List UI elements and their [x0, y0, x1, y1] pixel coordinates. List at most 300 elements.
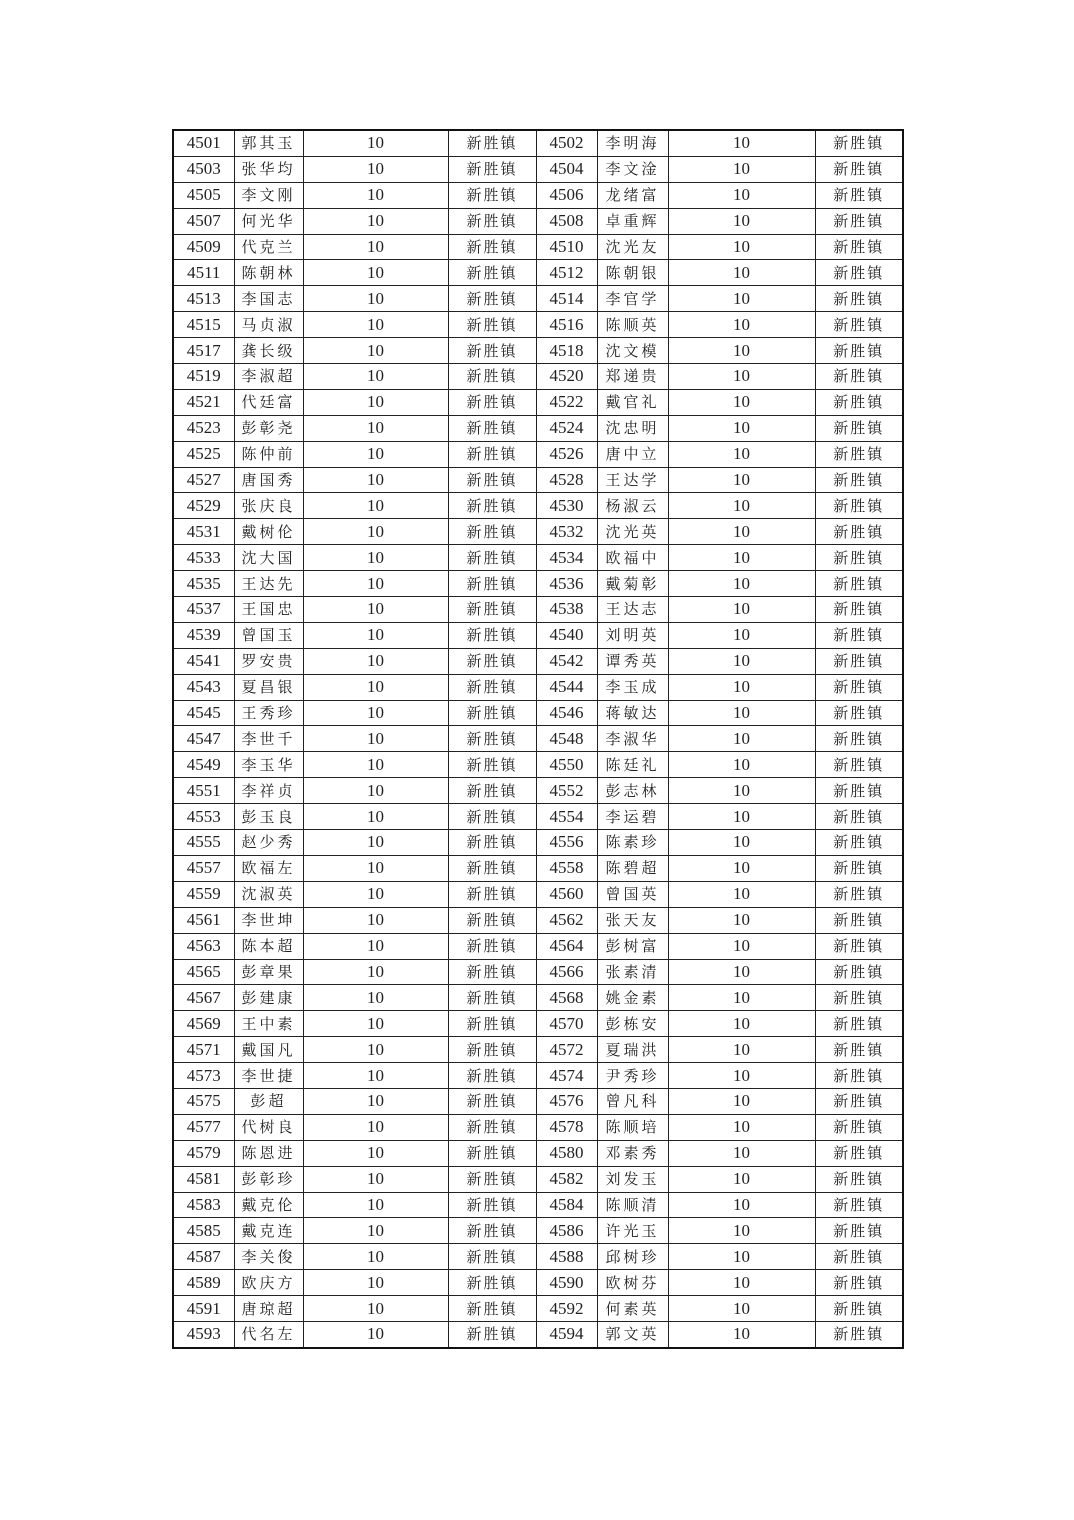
town-name-cell: 新胜镇 — [448, 1244, 536, 1270]
row-number-cell: 4535 — [173, 571, 234, 597]
amount-cell: 10 — [668, 1063, 815, 1089]
amount-cell: 10 — [303, 312, 448, 338]
town-name-cell: 新胜镇 — [448, 1270, 536, 1296]
amount-cell: 10 — [668, 1166, 815, 1192]
person-name-cell: 欧树芬 — [597, 1270, 668, 1296]
person-name-cell: 戴国凡 — [234, 1037, 303, 1063]
row-number-cell: 4510 — [536, 234, 597, 260]
town-name-cell: 新胜镇 — [815, 312, 903, 338]
person-name-cell: 李世坤 — [234, 907, 303, 933]
town-name-cell: 新胜镇 — [448, 985, 536, 1011]
town-name-cell: 新胜镇 — [815, 467, 903, 493]
person-name-cell: 代名左 — [234, 1321, 303, 1347]
row-number-cell: 4552 — [536, 778, 597, 804]
town-name-cell: 新胜镇 — [448, 804, 536, 830]
table-row — [173, 286, 903, 312]
town-name-cell: 新胜镇 — [448, 389, 536, 415]
town-name-cell: 新胜镇 — [815, 130, 903, 156]
row-number-cell: 4519 — [173, 364, 234, 390]
row-number-cell: 4532 — [536, 519, 597, 545]
table-row — [173, 1296, 903, 1322]
town-name-cell: 新胜镇 — [448, 467, 536, 493]
table-row — [173, 726, 903, 752]
town-name-cell: 新胜镇 — [448, 441, 536, 467]
row-number-cell: 4543 — [173, 674, 234, 700]
town-name-cell: 新胜镇 — [815, 959, 903, 985]
amount-cell: 10 — [668, 415, 815, 441]
row-number-cell: 4556 — [536, 830, 597, 856]
town-name-cell: 新胜镇 — [448, 855, 536, 881]
table-row — [173, 1037, 903, 1063]
person-name-cell: 夏瑞洪 — [597, 1037, 668, 1063]
amount-cell: 10 — [668, 364, 815, 390]
amount-cell: 10 — [668, 389, 815, 415]
table-row — [173, 260, 903, 286]
row-number-cell: 4591 — [173, 1296, 234, 1322]
amount-cell: 10 — [303, 364, 448, 390]
town-name-cell: 新胜镇 — [448, 1037, 536, 1063]
amount-cell: 10 — [303, 855, 448, 881]
town-name-cell: 新胜镇 — [448, 778, 536, 804]
row-number-cell: 4545 — [173, 700, 234, 726]
town-name-cell: 新胜镇 — [448, 597, 536, 623]
amount-cell: 10 — [668, 1218, 815, 1244]
amount-cell: 10 — [303, 778, 448, 804]
amount-cell: 10 — [303, 1140, 448, 1166]
amount-cell: 10 — [668, 519, 815, 545]
amount-cell: 10 — [668, 933, 815, 959]
amount-cell: 10 — [303, 519, 448, 545]
amount-cell: 10 — [303, 597, 448, 623]
town-name-cell: 新胜镇 — [815, 1218, 903, 1244]
amount-cell: 10 — [668, 1296, 815, 1322]
row-number-cell: 4550 — [536, 752, 597, 778]
town-name-cell: 新胜镇 — [815, 545, 903, 571]
person-name-cell: 彭超 — [234, 1088, 303, 1114]
table-row — [173, 1166, 903, 1192]
row-number-cell: 4538 — [536, 597, 597, 623]
amount-cell: 10 — [668, 907, 815, 933]
row-number-cell: 4522 — [536, 389, 597, 415]
town-name-cell: 新胜镇 — [448, 830, 536, 856]
row-number-cell: 4576 — [536, 1088, 597, 1114]
table-row — [173, 752, 903, 778]
person-name-cell: 张天友 — [597, 907, 668, 933]
town-name-cell: 新胜镇 — [815, 234, 903, 260]
amount-cell: 10 — [303, 881, 448, 907]
amount-cell: 10 — [303, 1037, 448, 1063]
amount-cell: 10 — [303, 441, 448, 467]
town-name-cell: 新胜镇 — [815, 156, 903, 182]
table-row — [173, 571, 903, 597]
recipient-table — [172, 129, 904, 1349]
person-name-cell: 何素英 — [597, 1296, 668, 1322]
row-number-cell: 4593 — [173, 1321, 234, 1347]
person-name-cell: 彭玉良 — [234, 804, 303, 830]
person-name-cell: 曾国玉 — [234, 622, 303, 648]
town-name-cell: 新胜镇 — [448, 1192, 536, 1218]
person-name-cell: 邓素秀 — [597, 1140, 668, 1166]
town-name-cell: 新胜镇 — [815, 804, 903, 830]
person-name-cell: 刘发玉 — [597, 1166, 668, 1192]
amount-cell: 10 — [668, 1270, 815, 1296]
town-name-cell: 新胜镇 — [815, 493, 903, 519]
amount-cell: 10 — [668, 571, 815, 597]
row-number-cell: 4502 — [536, 130, 597, 156]
town-name-cell: 新胜镇 — [448, 286, 536, 312]
row-number-cell: 4592 — [536, 1296, 597, 1322]
row-number-cell: 4503 — [173, 156, 234, 182]
row-number-cell: 4584 — [536, 1192, 597, 1218]
row-number-cell: 4558 — [536, 855, 597, 881]
table-row — [173, 493, 903, 519]
town-name-cell: 新胜镇 — [448, 156, 536, 182]
person-name-cell: 李世千 — [234, 726, 303, 752]
row-number-cell: 4518 — [536, 338, 597, 364]
person-name-cell: 李玉华 — [234, 752, 303, 778]
row-number-cell: 4547 — [173, 726, 234, 752]
row-number-cell: 4525 — [173, 441, 234, 467]
town-name-cell: 新胜镇 — [448, 208, 536, 234]
town-name-cell: 新胜镇 — [815, 1270, 903, 1296]
row-number-cell: 4571 — [173, 1037, 234, 1063]
row-number-cell: 4528 — [536, 467, 597, 493]
row-number-cell: 4589 — [173, 1270, 234, 1296]
row-number-cell: 4506 — [536, 182, 597, 208]
row-number-cell: 4520 — [536, 364, 597, 390]
town-name-cell: 新胜镇 — [448, 907, 536, 933]
amount-cell: 10 — [303, 1166, 448, 1192]
person-name-cell: 李运碧 — [597, 804, 668, 830]
town-name-cell: 新胜镇 — [815, 519, 903, 545]
amount-cell: 10 — [303, 933, 448, 959]
town-name-cell: 新胜镇 — [448, 1063, 536, 1089]
row-number-cell: 4588 — [536, 1244, 597, 1270]
table-row — [173, 441, 903, 467]
town-name-cell: 新胜镇 — [815, 985, 903, 1011]
amount-cell: 10 — [303, 286, 448, 312]
table-row — [173, 545, 903, 571]
person-name-cell: 姚金素 — [597, 985, 668, 1011]
town-name-cell: 新胜镇 — [448, 1166, 536, 1192]
person-name-cell: 王达先 — [234, 571, 303, 597]
row-number-cell: 4577 — [173, 1114, 234, 1140]
row-number-cell: 4554 — [536, 804, 597, 830]
row-number-cell: 4563 — [173, 933, 234, 959]
amount-cell: 10 — [303, 1218, 448, 1244]
table-row — [173, 1244, 903, 1270]
row-number-cell: 4527 — [173, 467, 234, 493]
person-name-cell: 彭彰尧 — [234, 415, 303, 441]
person-name-cell: 刘明英 — [597, 622, 668, 648]
table-row — [173, 130, 903, 156]
row-number-cell: 4585 — [173, 1218, 234, 1244]
table-row — [173, 182, 903, 208]
town-name-cell: 新胜镇 — [448, 622, 536, 648]
person-name-cell: 谭秀英 — [597, 648, 668, 674]
person-name-cell: 彭树富 — [597, 933, 668, 959]
row-number-cell: 4539 — [173, 622, 234, 648]
row-number-cell: 4517 — [173, 338, 234, 364]
row-number-cell: 4587 — [173, 1244, 234, 1270]
row-number-cell: 4572 — [536, 1037, 597, 1063]
town-name-cell: 新胜镇 — [815, 648, 903, 674]
town-name-cell: 新胜镇 — [448, 1321, 536, 1347]
town-name-cell: 新胜镇 — [815, 389, 903, 415]
person-name-cell: 李玉成 — [597, 674, 668, 700]
table-row — [173, 156, 903, 182]
person-name-cell: 王国忠 — [234, 597, 303, 623]
amount-cell: 10 — [668, 130, 815, 156]
person-name-cell: 郭其玉 — [234, 130, 303, 156]
row-number-cell: 4516 — [536, 312, 597, 338]
table-row — [173, 338, 903, 364]
town-name-cell: 新胜镇 — [448, 364, 536, 390]
amount-cell: 10 — [303, 156, 448, 182]
table-row — [173, 597, 903, 623]
row-number-cell: 4537 — [173, 597, 234, 623]
town-name-cell: 新胜镇 — [815, 855, 903, 881]
town-name-cell: 新胜镇 — [815, 1321, 903, 1347]
amount-cell: 10 — [668, 1037, 815, 1063]
table-row — [173, 1114, 903, 1140]
town-name-cell: 新胜镇 — [448, 881, 536, 907]
amount-cell: 10 — [668, 208, 815, 234]
town-name-cell: 新胜镇 — [448, 700, 536, 726]
amount-cell: 10 — [303, 1270, 448, 1296]
row-number-cell: 4580 — [536, 1140, 597, 1166]
row-number-cell: 4533 — [173, 545, 234, 571]
town-name-cell: 新胜镇 — [815, 1037, 903, 1063]
amount-cell: 10 — [668, 467, 815, 493]
amount-cell: 10 — [303, 130, 448, 156]
town-name-cell: 新胜镇 — [815, 597, 903, 623]
row-number-cell: 4581 — [173, 1166, 234, 1192]
person-name-cell: 曾国英 — [597, 881, 668, 907]
row-number-cell: 4526 — [536, 441, 597, 467]
person-name-cell: 郭文英 — [597, 1321, 668, 1347]
town-name-cell: 新胜镇 — [448, 130, 536, 156]
person-name-cell: 李淑超 — [234, 364, 303, 390]
row-number-cell: 4513 — [173, 286, 234, 312]
table-row — [173, 1270, 903, 1296]
table-row — [173, 1011, 903, 1037]
row-number-cell: 4521 — [173, 389, 234, 415]
person-name-cell: 戴官礼 — [597, 389, 668, 415]
town-name-cell: 新胜镇 — [815, 1140, 903, 1166]
town-name-cell: 新胜镇 — [815, 1192, 903, 1218]
town-name-cell: 新胜镇 — [448, 1114, 536, 1140]
person-name-cell: 代克兰 — [234, 234, 303, 260]
person-name-cell: 陈朝林 — [234, 260, 303, 286]
person-name-cell: 戴树伦 — [234, 519, 303, 545]
row-number-cell: 4570 — [536, 1011, 597, 1037]
amount-cell: 10 — [668, 778, 815, 804]
amount-cell: 10 — [303, 1114, 448, 1140]
row-number-cell: 4579 — [173, 1140, 234, 1166]
amount-cell: 10 — [668, 830, 815, 856]
row-number-cell: 4530 — [536, 493, 597, 519]
amount-cell: 10 — [668, 1088, 815, 1114]
row-number-cell: 4514 — [536, 286, 597, 312]
row-number-cell: 4546 — [536, 700, 597, 726]
person-name-cell: 陈本超 — [234, 933, 303, 959]
amount-cell: 10 — [303, 726, 448, 752]
town-name-cell: 新胜镇 — [815, 1063, 903, 1089]
amount-cell: 10 — [303, 804, 448, 830]
town-name-cell: 新胜镇 — [448, 519, 536, 545]
town-name-cell: 新胜镇 — [448, 1011, 536, 1037]
amount-cell: 10 — [303, 1244, 448, 1270]
town-name-cell: 新胜镇 — [448, 674, 536, 700]
row-number-cell: 4559 — [173, 881, 234, 907]
person-name-cell: 彭彰珍 — [234, 1166, 303, 1192]
row-number-cell: 4534 — [536, 545, 597, 571]
person-name-cell: 李淑华 — [597, 726, 668, 752]
town-name-cell: 新胜镇 — [815, 778, 903, 804]
amount-cell: 10 — [668, 493, 815, 519]
person-name-cell: 陈顺英 — [597, 312, 668, 338]
amount-cell: 10 — [303, 959, 448, 985]
table-row — [173, 959, 903, 985]
row-number-cell: 4575 — [173, 1088, 234, 1114]
amount-cell: 10 — [668, 804, 815, 830]
person-name-cell: 郑递贵 — [597, 364, 668, 390]
table-row — [173, 933, 903, 959]
person-name-cell: 李官学 — [597, 286, 668, 312]
person-name-cell: 李关俊 — [234, 1244, 303, 1270]
row-number-cell: 4586 — [536, 1218, 597, 1244]
table-row — [173, 1321, 903, 1347]
amount-cell: 10 — [303, 1296, 448, 1322]
person-name-cell: 李文刚 — [234, 182, 303, 208]
amount-cell: 10 — [668, 700, 815, 726]
town-name-cell: 新胜镇 — [815, 208, 903, 234]
town-name-cell: 新胜镇 — [448, 1140, 536, 1166]
person-name-cell: 欧庆方 — [234, 1270, 303, 1296]
row-number-cell: 4507 — [173, 208, 234, 234]
town-name-cell: 新胜镇 — [448, 571, 536, 597]
town-name-cell: 新胜镇 — [448, 338, 536, 364]
person-name-cell: 李世捷 — [234, 1063, 303, 1089]
amount-cell: 10 — [303, 208, 448, 234]
person-name-cell: 彭章果 — [234, 959, 303, 985]
row-number-cell: 4505 — [173, 182, 234, 208]
row-number-cell: 4566 — [536, 959, 597, 985]
person-name-cell: 王达志 — [597, 597, 668, 623]
town-name-cell: 新胜镇 — [448, 415, 536, 441]
row-number-cell: 4553 — [173, 804, 234, 830]
person-name-cell: 戴克连 — [234, 1218, 303, 1244]
town-name-cell: 新胜镇 — [448, 959, 536, 985]
row-number-cell: 4509 — [173, 234, 234, 260]
table-body — [173, 130, 903, 1348]
town-name-cell: 新胜镇 — [815, 364, 903, 390]
amount-cell: 10 — [668, 597, 815, 623]
amount-cell: 10 — [668, 855, 815, 881]
amount-cell: 10 — [303, 674, 448, 700]
person-name-cell: 龙绪富 — [597, 182, 668, 208]
row-number-cell: 4548 — [536, 726, 597, 752]
row-number-cell: 4583 — [173, 1192, 234, 1218]
table-row — [173, 467, 903, 493]
town-name-cell: 新胜镇 — [815, 752, 903, 778]
person-name-cell: 陈顺清 — [597, 1192, 668, 1218]
row-number-cell: 4590 — [536, 1270, 597, 1296]
person-name-cell: 戴菊彰 — [597, 571, 668, 597]
person-name-cell: 沈大国 — [234, 545, 303, 571]
amount-cell: 10 — [668, 674, 815, 700]
amount-cell: 10 — [668, 726, 815, 752]
person-name-cell: 曾凡科 — [597, 1088, 668, 1114]
row-number-cell: 4504 — [536, 156, 597, 182]
table-row — [173, 389, 903, 415]
person-name-cell: 何光华 — [234, 208, 303, 234]
amount-cell: 10 — [303, 182, 448, 208]
town-name-cell: 新胜镇 — [815, 1296, 903, 1322]
row-number-cell: 4511 — [173, 260, 234, 286]
table-row — [173, 1218, 903, 1244]
person-name-cell: 彭栋安 — [597, 1011, 668, 1037]
town-name-cell: 新胜镇 — [448, 545, 536, 571]
person-name-cell: 欧福中 — [597, 545, 668, 571]
table-row — [173, 804, 903, 830]
person-name-cell: 沈文模 — [597, 338, 668, 364]
person-name-cell: 代廷富 — [234, 389, 303, 415]
person-name-cell: 戴克伦 — [234, 1192, 303, 1218]
person-name-cell: 卓重辉 — [597, 208, 668, 234]
person-name-cell: 彭建康 — [234, 985, 303, 1011]
row-number-cell: 4549 — [173, 752, 234, 778]
person-name-cell: 沈光友 — [597, 234, 668, 260]
table-row — [173, 519, 903, 545]
town-name-cell: 新胜镇 — [815, 907, 903, 933]
person-name-cell: 陈素珍 — [597, 830, 668, 856]
town-name-cell: 新胜镇 — [448, 1296, 536, 1322]
person-name-cell: 王达学 — [597, 467, 668, 493]
row-number-cell: 4540 — [536, 622, 597, 648]
amount-cell: 10 — [303, 648, 448, 674]
amount-cell: 10 — [668, 1192, 815, 1218]
person-name-cell: 李国志 — [234, 286, 303, 312]
person-name-cell: 唐国秀 — [234, 467, 303, 493]
person-name-cell: 张素清 — [597, 959, 668, 985]
row-number-cell: 4560 — [536, 881, 597, 907]
town-name-cell: 新胜镇 — [815, 571, 903, 597]
amount-cell: 10 — [303, 1088, 448, 1114]
table-row — [173, 674, 903, 700]
row-number-cell: 4512 — [536, 260, 597, 286]
table-row — [173, 1192, 903, 1218]
town-name-cell: 新胜镇 — [815, 286, 903, 312]
row-number-cell: 4544 — [536, 674, 597, 700]
amount-cell: 10 — [668, 752, 815, 778]
row-number-cell: 4565 — [173, 959, 234, 985]
amount-cell: 10 — [668, 622, 815, 648]
town-name-cell: 新胜镇 — [815, 441, 903, 467]
person-name-cell: 王秀珍 — [234, 700, 303, 726]
person-name-cell: 王中素 — [234, 1011, 303, 1037]
person-name-cell: 陈仲前 — [234, 441, 303, 467]
amount-cell: 10 — [303, 752, 448, 778]
town-name-cell: 新胜镇 — [815, 674, 903, 700]
table-row — [173, 985, 903, 1011]
town-name-cell: 新胜镇 — [448, 752, 536, 778]
amount-cell: 10 — [303, 571, 448, 597]
amount-cell: 10 — [303, 830, 448, 856]
table-row — [173, 1140, 903, 1166]
table-row — [173, 1063, 903, 1089]
